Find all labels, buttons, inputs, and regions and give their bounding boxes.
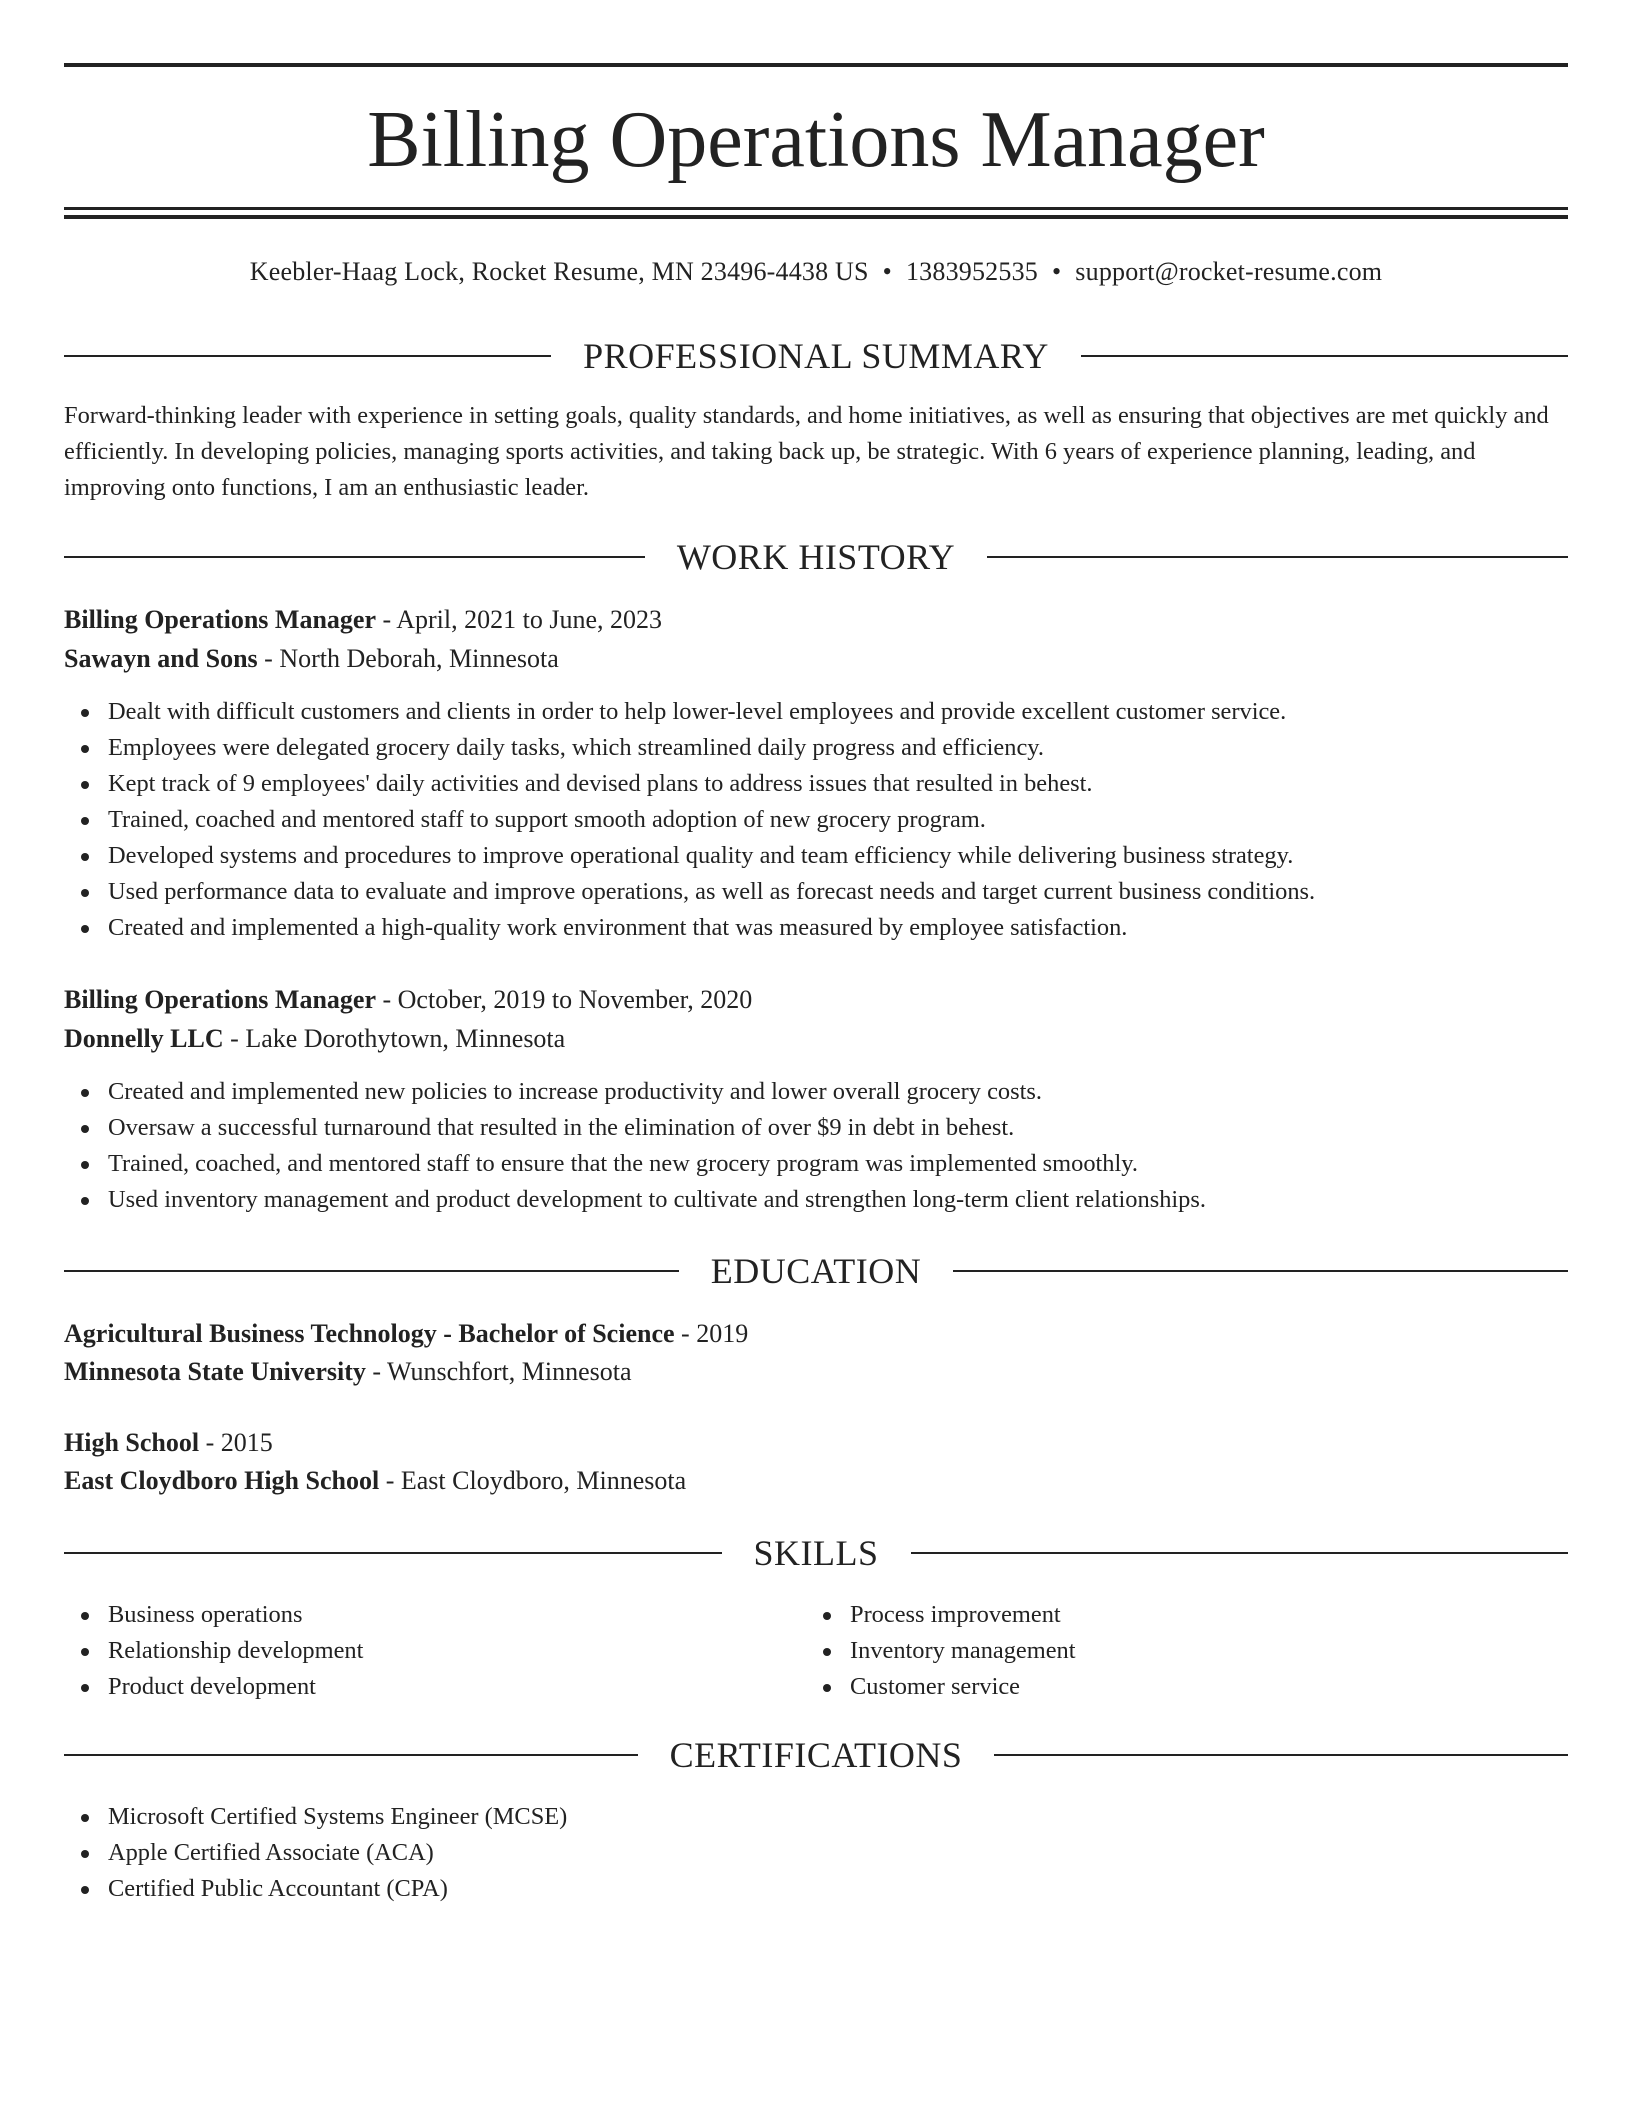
list-item: Used performance data to evaluate and improve operations, as well as forecast needs and target current business conditions. xyxy=(64,874,1568,910)
education-location: - East Cloydboro, Minnesota xyxy=(379,1466,687,1495)
certification-item: Apple Certified Associate (ACA) xyxy=(64,1835,1568,1871)
section-title: WORK HISTORY xyxy=(676,537,956,577)
job-company: Sawayn and Sons xyxy=(64,644,258,673)
job-company-line xyxy=(64,1021,1568,1057)
list-item: Kept track of 9 employees' daily activities and devised plans to address issues that resulted in behest. xyxy=(64,766,1568,802)
skills-list-right xyxy=(806,1597,1566,1705)
heading-rule xyxy=(64,355,551,357)
contact-separator: • xyxy=(882,257,892,286)
heading-rule xyxy=(64,1552,722,1554)
heading-rule xyxy=(994,1754,1568,1756)
section-title: PROFESSIONAL SUMMARY xyxy=(583,336,1049,376)
heading-rule xyxy=(1081,355,1568,357)
education-school-line xyxy=(64,1463,1568,1499)
job-role: Billing Operations Manager xyxy=(64,605,376,634)
heading-rule xyxy=(911,1552,1569,1554)
job-company-line xyxy=(64,641,1568,677)
heading-rule xyxy=(64,1754,638,1756)
job-role: Billing Operations Manager xyxy=(64,985,376,1014)
job-dates: - April, 2021 to June, 2023 xyxy=(376,605,662,634)
education-school-line xyxy=(64,1354,1568,1390)
skill-item: Product development xyxy=(64,1669,804,1705)
contact-email[interactable]: support@rocket-resume.com xyxy=(1075,257,1383,286)
certifications-list xyxy=(64,1799,1568,1907)
skill-item: Inventory management xyxy=(806,1633,1566,1669)
education-location: - Wunschfort, Minnesota xyxy=(365,1357,632,1386)
section-heading-work xyxy=(64,535,1568,579)
job-bullets xyxy=(64,694,1568,946)
certification-item: Microsoft Certified Systems Engineer (MCSE) xyxy=(64,1799,1568,1835)
list-item: Trained, coached and mentored staff to support smooth adoption of new grocery program. xyxy=(64,802,1568,838)
section-heading-education xyxy=(64,1249,1568,1293)
skill-item: Relationship development xyxy=(64,1633,804,1669)
list-item: Dealt with difficult customers and clients in order to help lower-level employees and provide excellent customer service. xyxy=(64,694,1568,730)
heading-rule xyxy=(953,1270,1568,1272)
list-item: Created and implemented new policies to increase productivity and lower overall grocery costs. xyxy=(64,1074,1568,1110)
contact-line xyxy=(64,255,1568,289)
section-heading-skills xyxy=(64,1531,1568,1575)
title-double-rule xyxy=(64,207,1568,219)
job-bullets xyxy=(64,1074,1568,1218)
job-location: - North Deborah, Minnesota xyxy=(257,644,559,673)
skills-list-left xyxy=(64,1597,804,1705)
job-title-line xyxy=(64,602,1568,638)
education-year: - 2019 xyxy=(674,1319,749,1348)
contact-phone[interactable]: 1383952535 xyxy=(905,257,1038,286)
section-title: SKILLS xyxy=(753,1533,879,1573)
job-dates: - October, 2019 to November, 2020 xyxy=(376,985,753,1014)
list-item: Used inventory management and product development to cultivate and strengthen long-term client relationships. xyxy=(64,1182,1568,1218)
job-title-line xyxy=(64,982,1568,1018)
heading-rule xyxy=(64,556,645,558)
summary-text: Forward-thinking leader with experience in setting goals, quality standards, and home initiatives, as well as ensuring that objectives are met quickly and efficiently. In developing policies, managing sports activities, and taking back up, be strategic. With 6 years of experience planning, leading, and improving onto functions, I am an enthusiastic leader. xyxy=(64,402,1549,501)
contact-separator: • xyxy=(1051,257,1062,286)
education-degree: Agricultural Business Technology - Bachelor of Science xyxy=(64,1319,675,1348)
skill-item: Process improvement xyxy=(806,1597,1566,1633)
certification-item: Certified Public Accountant (CPA) xyxy=(64,1871,1568,1907)
list-item: Employees were delegated grocery daily tasks, which streamlined daily progress and efficiency. xyxy=(64,730,1568,766)
section-heading-certifications xyxy=(64,1733,1568,1777)
education-school: East Cloydboro High School xyxy=(64,1466,380,1495)
contact-address: Keebler-Haag Lock, Rocket Resume, MN 23496-4438 US xyxy=(249,257,869,286)
skill-item: Customer service xyxy=(806,1669,1566,1705)
list-item: Created and implemented a high-quality work environment that was measured by employee satisfaction. xyxy=(64,910,1568,946)
skill-item: Business operations xyxy=(64,1597,804,1633)
education-degree-line xyxy=(64,1425,1568,1461)
job-location: - Lake Dorothytown, Minnesota xyxy=(223,1024,566,1053)
top-rule xyxy=(64,63,1568,67)
section-heading-summary xyxy=(64,334,1568,378)
heading-rule xyxy=(987,556,1568,558)
resume-title: Billing Operations Manager xyxy=(367,96,1265,184)
list-item: Trained, coached, and mentored staff to ensure that the new grocery program was implemented smoothly. xyxy=(64,1146,1568,1182)
list-item: Oversaw a successful turnaround that resulted in the elimination of over $9 in debt in behest. xyxy=(64,1110,1568,1146)
education-year: - 2015 xyxy=(199,1428,273,1457)
job-company: Donnelly LLC xyxy=(64,1024,224,1053)
heading-rule xyxy=(64,1270,679,1272)
section-title: EDUCATION xyxy=(710,1251,922,1291)
education-degree-line xyxy=(64,1316,1568,1352)
education-degree: High School xyxy=(64,1428,200,1457)
section-title: CERTIFICATIONS xyxy=(669,1735,963,1775)
education-school: Minnesota State University xyxy=(64,1357,366,1386)
list-item: Developed systems and procedures to improve operational quality and team efficiency while delivering business strategy. xyxy=(64,838,1568,874)
